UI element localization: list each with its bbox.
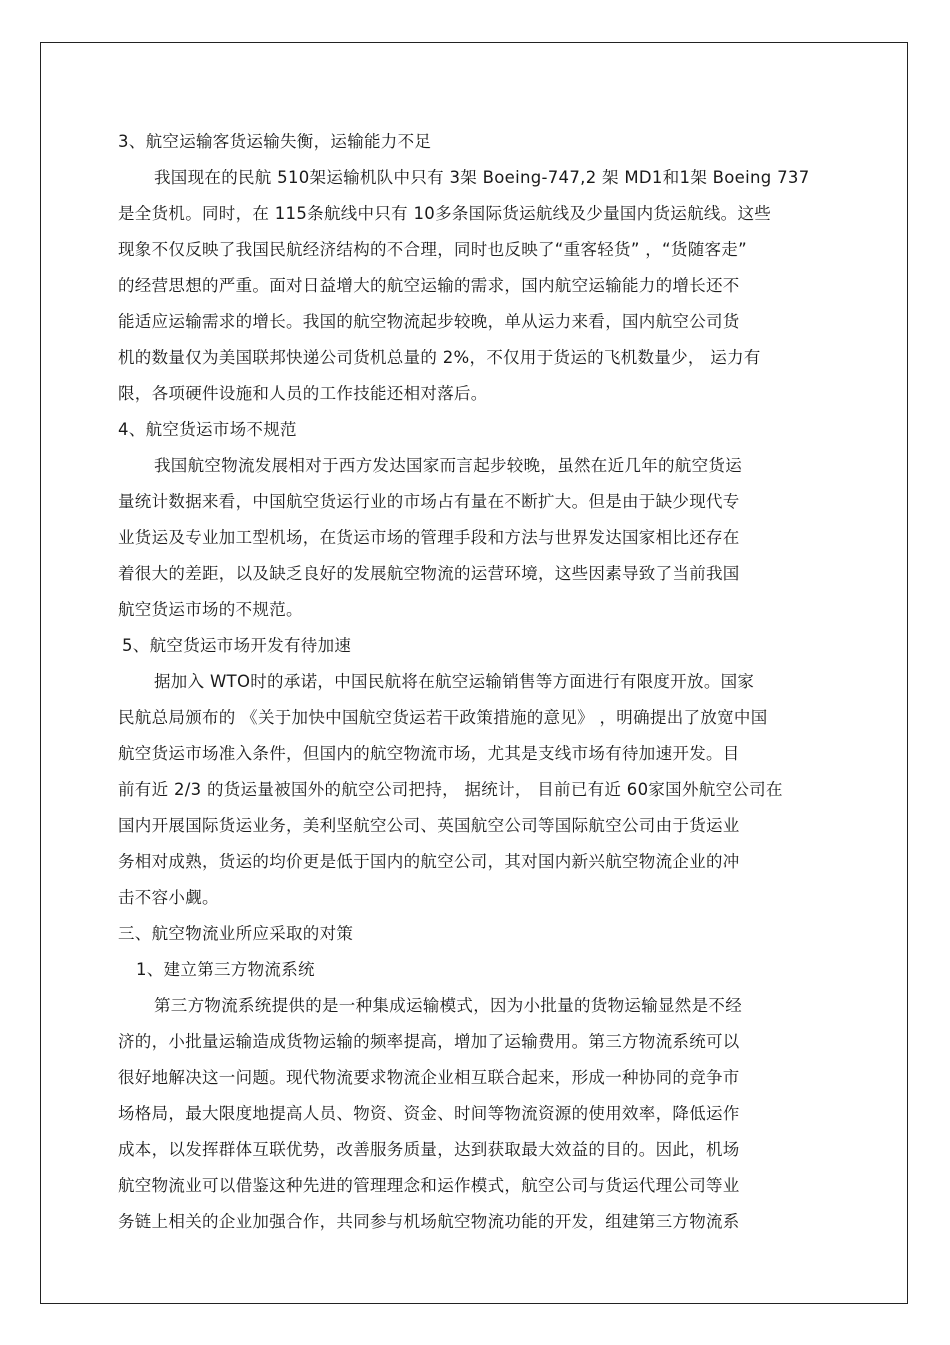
paragraph-line: 务相对成熟，货运的均价更是低于国内的航空公司，其对国内新兴航空物流企业的冲 [118, 852, 740, 871]
paragraph-line: 限，各项硬件设施和人员的工作技能还相对落后。 [118, 384, 488, 403]
paragraph-line: 第三方物流系统提供的是一种集成运输模式，因为小批量的货物运输显然是不经 [154, 996, 742, 1015]
paragraph-line: 能适应运输需求的增长。我国的航空物流起步较晚，单从运力来看，国内航空公司货 [118, 312, 740, 331]
paragraph-line: 着很大的差距，以及缺乏良好的发展航空物流的运营环境，这些因素导致了当前我国 [118, 564, 740, 583]
paragraph-line: 济的，小批量运输造成货物运输的频率提高，增加了运输费用。第三方物流系统可以 [118, 1032, 740, 1051]
paragraph-line: 很好地解决这一问题。现代物流要求物流企业相互联合起来，形成一种协同的竞争市 [118, 1068, 740, 1087]
paragraph-line: 航空物流业可以借鉴这种先进的管理理念和运作模式，航空公司与货运代理公司等业 [118, 1176, 740, 1195]
paragraph-line: 航空货运市场准入条件，但国内的航空物流市场，尤其是支线市场有待加速开发。目 [118, 744, 740, 763]
section-heading-5: 5、航空货运市场开发有待加速 [122, 636, 352, 655]
chapter-heading-3: 三、航空物流业所应采取的对策 [118, 924, 354, 943]
paragraph-line: 据加入 WTO时的承诺，中国民航将在航空运输销售等方面进行有限度开放。国家 [154, 672, 755, 691]
paragraph-line: 的经营思想的严重。面对日益增大的航空运输的需求，国内航空运输能力的增长还不 [118, 276, 740, 295]
section-heading-3: 3、航空运输客货运输失衡，运输能力不足 [118, 132, 432, 151]
section-heading-4: 4、航空货运市场不规范 [118, 420, 297, 439]
paragraph-line: 国内开展国际货运业务，美利坚航空公司、英国航空公司等国际航空公司由于货运业 [118, 816, 740, 835]
paragraph-line: 我国现在的民航 510架运输机队中只有 3架 Boeing-747,2 架 MD1和1架 Boeing 737 [154, 168, 810, 187]
paragraph-line: 业货运及专业加工型机场，在货运市场的管理手段和方法与世界发达国家相比还存在 [118, 528, 740, 547]
paragraph-line: 我国航空物流发展相对于西方发达国家而言起步较晚，虽然在近几年的航空货运 [154, 456, 742, 475]
paragraph-line: 前有近 2/3 的货运量被国外的航空公司把持， 据统计， 目前已有近 60家国外航空公司在 [118, 780, 783, 799]
paragraph-line: 民航总局颁布的 《关于加快中国航空货运若干政策措施的意见》 ，明确提出了放宽中国 [118, 708, 768, 727]
subsection-heading-1: 1、建立第三方物流系统 [136, 960, 315, 979]
paragraph-line: 击不容小觑。 [118, 888, 219, 907]
paragraph-line: 成本，以发挥群体互联优势，改善服务质量，达到获取最大效益的目的。因此，机场 [118, 1140, 740, 1159]
paragraph-line: 机的数量仅为美国联邦快递公司货机总量的 2%，不仅用于货运的飞机数量少， 运力有 [118, 348, 761, 367]
paragraph-line: 场格局，最大限度地提高人员、物资、资金、时间等物流资源的使用效率，降低运作 [118, 1104, 740, 1123]
document-body [118, 128, 838, 1244]
paragraph-line: 务链上相关的企业加强合作，共同参与机场航空物流功能的开发，组建第三方物流系 [118, 1212, 740, 1231]
paragraph-line: 航空货运市场的不规范。 [118, 600, 303, 619]
paragraph-line: 是全货机。同时，在 115条航线中只有 10多条国际货运航线及少量国内货运航线。这些 [118, 204, 772, 223]
paragraph-line: 量统计数据来看，中国航空货运行业的市场占有量在不断扩大。但是由于缺少现代专 [118, 492, 740, 511]
paragraph-line: 现象不仅反映了我国民航经济结构的不合理，同时也反映了“重客轻货” ，“货随客走” [118, 240, 747, 259]
